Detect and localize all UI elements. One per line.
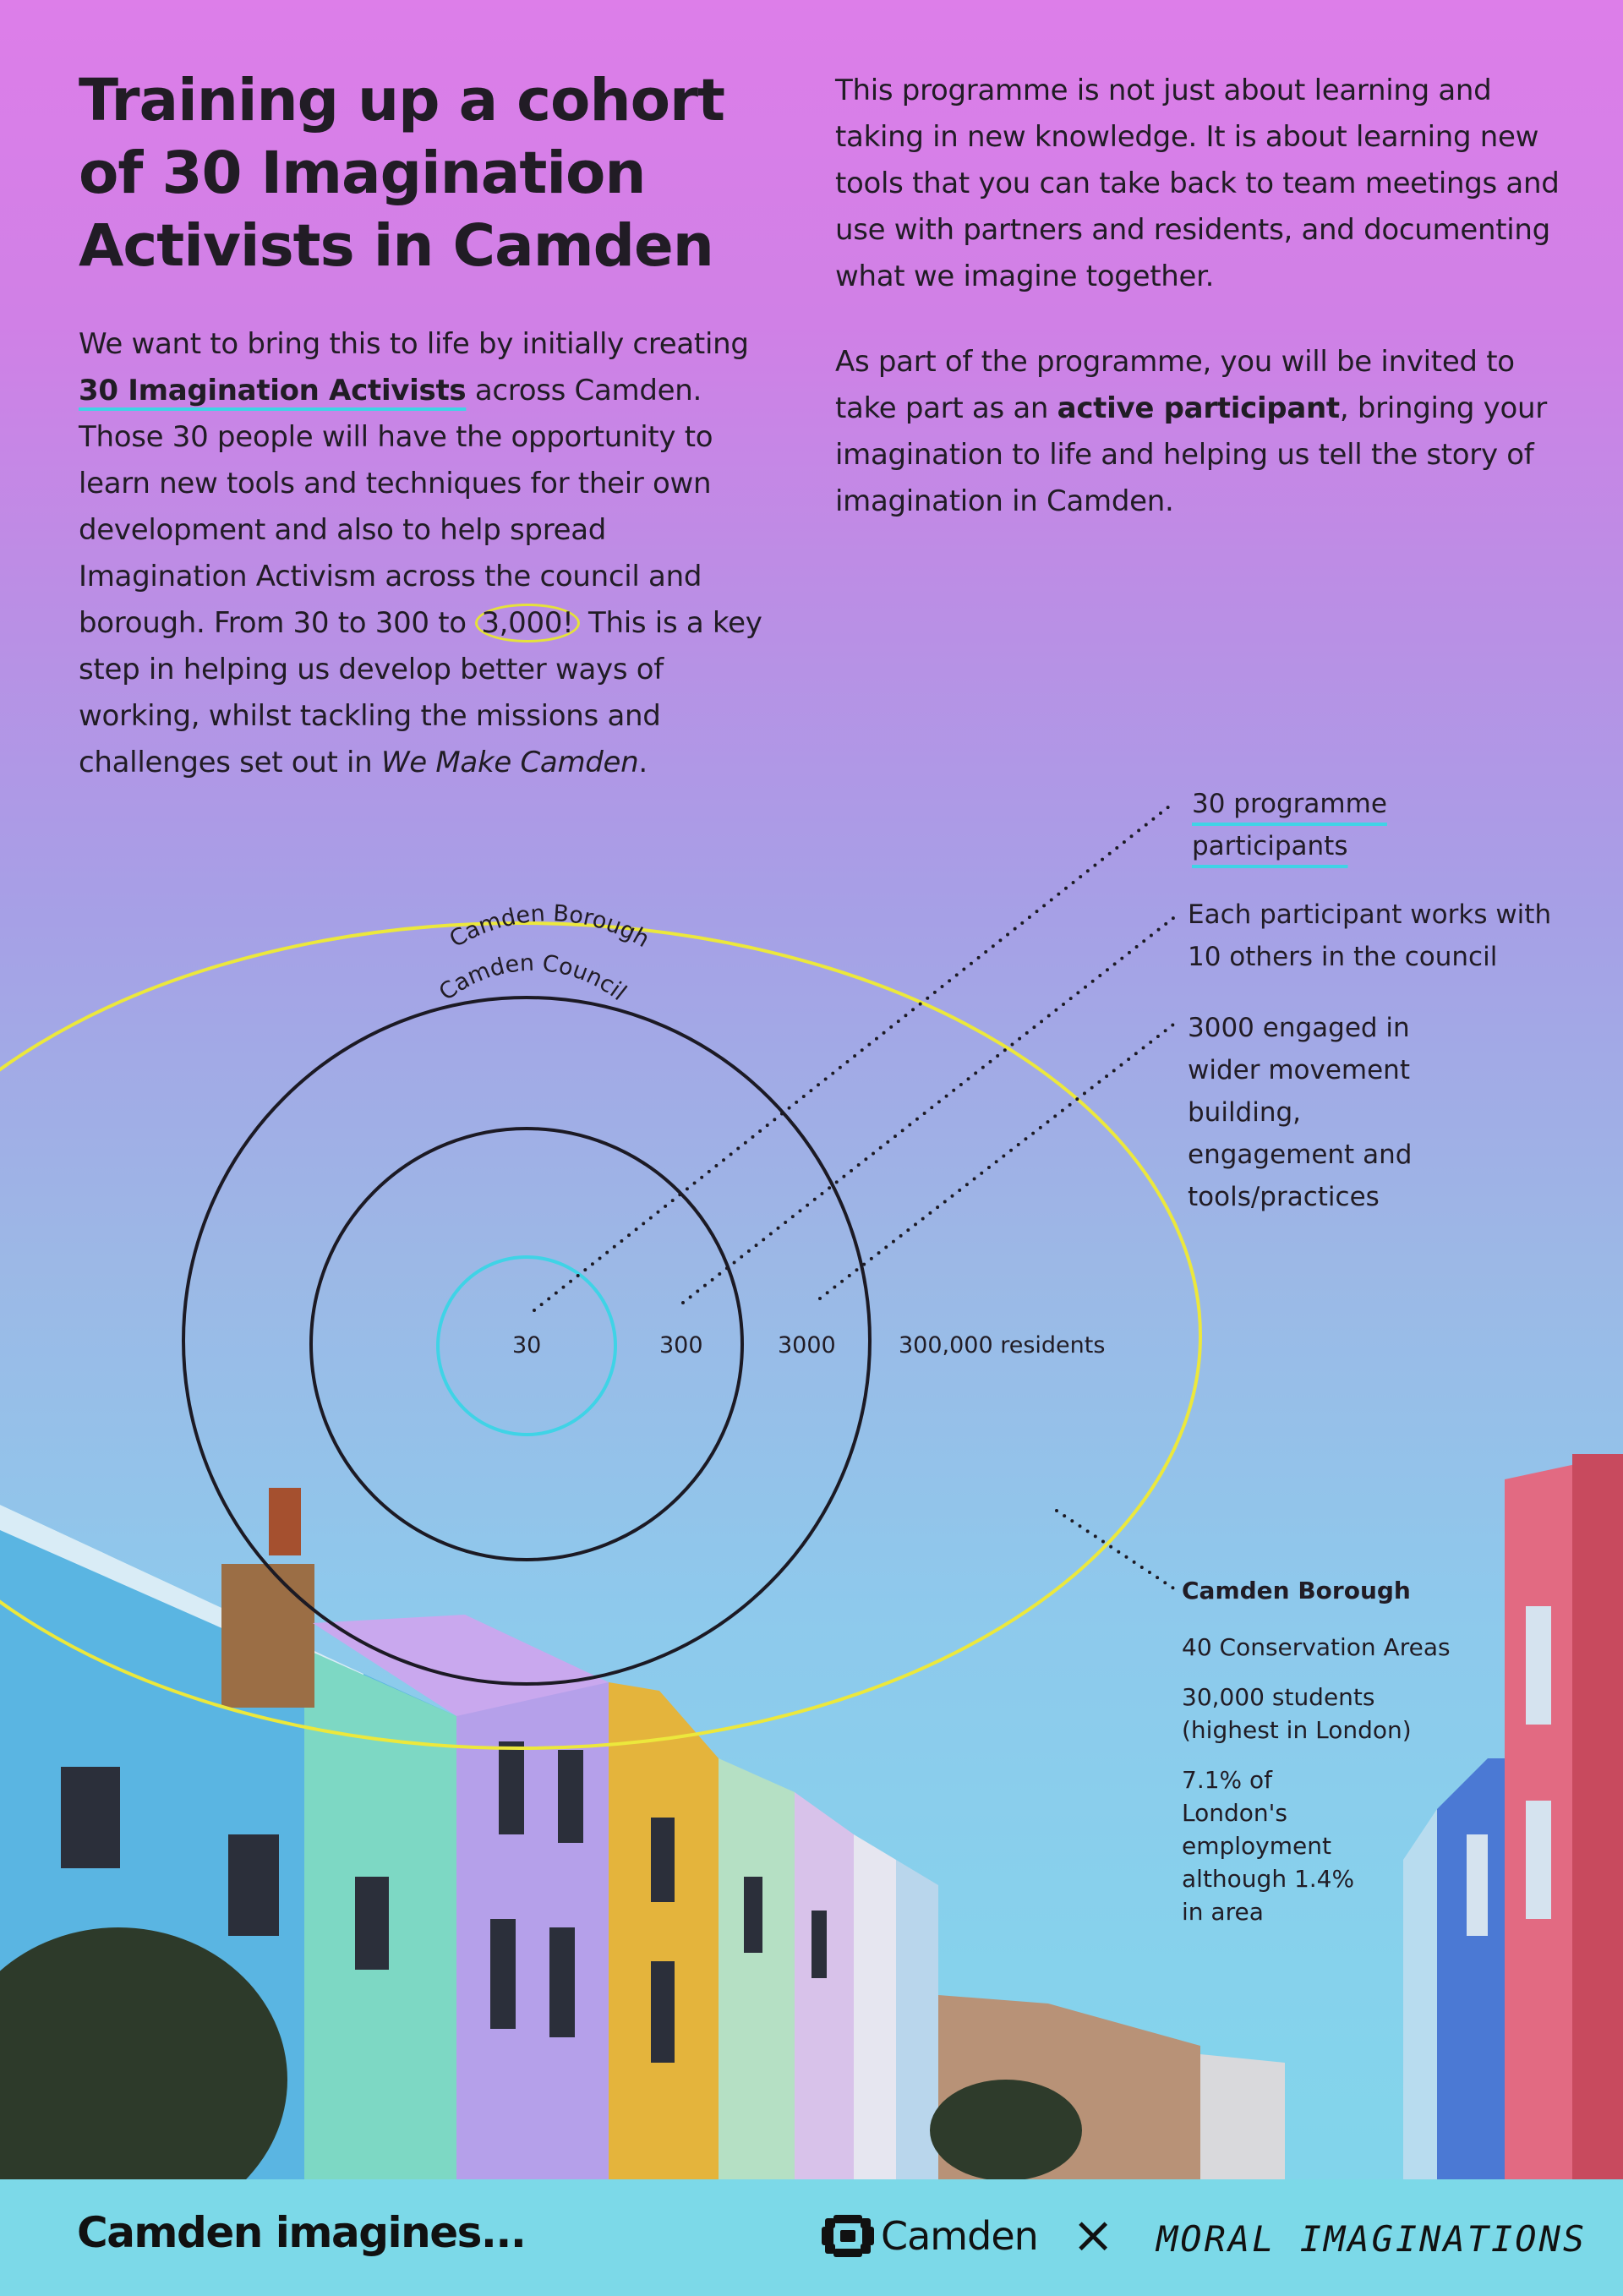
active-participant-emphasis: active participant <box>1057 391 1340 425</box>
camden-logo-icon <box>822 2215 874 2257</box>
value-outer: 300,000 residents <box>899 1332 1106 1358</box>
intro-text-2: across Camden. Those 30 people will have the opportunity to learn new tools and techniques for their own development and also to help spread Imagination Activism across the council and borough. From 30 to 300 to <box>79 374 713 640</box>
footer <box>0 2179 1623 2296</box>
partnership-separator: × <box>1072 2206 1115 2265</box>
stat-students: 30,000 students (highest in London) <box>1182 1683 1412 1744</box>
value-middle: 3000 <box>778 1332 836 1358</box>
programme-text-a: As part of the programme, you will be invited to take part as an <box>835 345 1515 425</box>
activists-highlight: 30 Imagination Activists <box>79 374 467 407</box>
programme-paragraph-1: This programme is not just about learning and taking in new knowledge. It is about learning new tools that you can take back to team meetings and use with partners and residents, and documenting what we imagine together. <box>835 74 1560 293</box>
leader-line-council <box>683 918 1173 1303</box>
camden-imagines-logo: Camden imagines... <box>77 2208 526 2257</box>
intro-text-3: This is a key step in helping us develop better ways of working, whilst tackling the missions and challenges set out in <box>79 606 762 779</box>
annotation-council: Each participant works with 10 others in the council <box>1188 899 1552 972</box>
annotation-participants-text: 30 programme participants <box>1192 789 1387 861</box>
intro-text-1: We want to bring this to life by initially creating <box>79 327 749 361</box>
page-title: Training up a cohort of 30 Imagination Activists in Camden <box>79 67 724 280</box>
moral-imaginations-logo: MORAL IMAGINATIONS <box>1156 2218 1587 2260</box>
annotation-movement: 3000 engaged in wider movement building, engagement and tools/practices <box>1188 1013 1413 1212</box>
camden-council-logo <box>822 2213 1038 2259</box>
value-center: 30 <box>512 1332 542 1358</box>
leader-line-movement <box>820 1025 1173 1298</box>
intro-text-4: . <box>638 746 648 779</box>
council-ring-label: Camden Council <box>434 949 631 1007</box>
programme-text-b: , bringing your imagination to life and helping us tell the story of imagination in Camden. <box>835 391 1547 518</box>
borough-stats-title: Camden Borough <box>1182 1577 1411 1604</box>
leader-line-borough <box>1057 1511 1175 1589</box>
borough-stats <box>1182 1574 1469 1945</box>
stat-employment: 7.1% of London's employment although 1.4% in area <box>1182 1766 1355 1926</box>
we-make-camden-title: We Make Camden <box>380 746 639 779</box>
circled-number: 3,000! <box>475 604 579 642</box>
annotation-participants <box>1192 783 1547 867</box>
borough-ring-label: Camden Borough <box>445 900 654 954</box>
camden-logo-text: Camden <box>881 2213 1038 2259</box>
stat-conservation: 40 Conservation Areas <box>1182 1633 1451 1661</box>
value-inner: 300 <box>659 1332 703 1358</box>
